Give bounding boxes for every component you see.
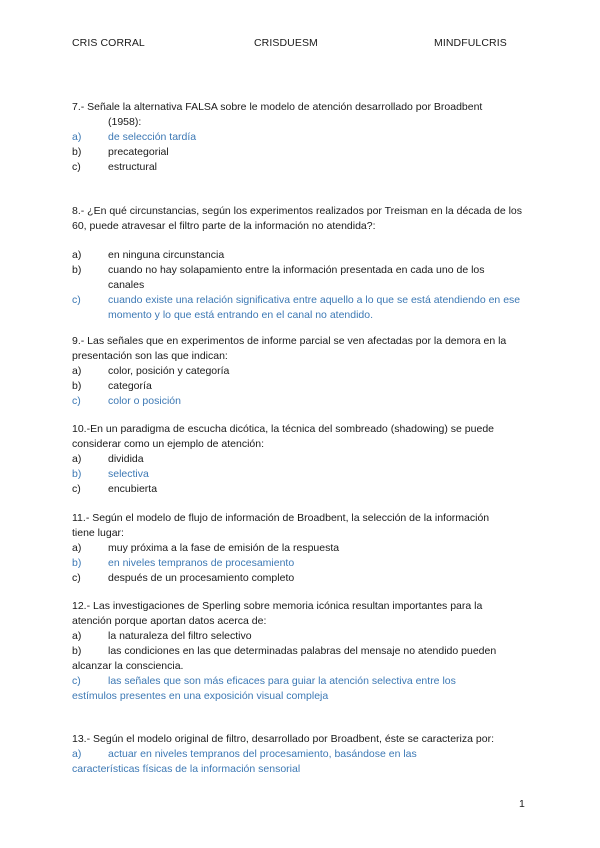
option-b [72, 556, 492, 571]
option-text: las señales que son más eficaces para guiar la atención selectiva entre los estímulos presentes en una exposición visual compleja [72, 675, 456, 702]
option-a [72, 452, 522, 467]
option-c [72, 160, 532, 175]
option-text: actuar en niveles tempranos del procesamiento, basándose en las características físicas de la información sensorial [72, 748, 417, 775]
question-text-continued: (1958): [108, 116, 142, 128]
option-letter: b) [72, 146, 82, 158]
option-letter: a) [72, 365, 82, 377]
question-text: 10.-En un paradigma de escucha dicótica, la técnica del sombreado (shadowing) se puede considerar como un ejemplo de atención: [72, 423, 495, 450]
option-text: la naturaleza del filtro selectivo [108, 630, 252, 642]
question-text: 9.- Las señales que en experimentos de informe parcial se ven afectadas por la demora en la presentación son las que indican: [72, 335, 507, 362]
option-text: selectiva [108, 468, 149, 480]
question-text: 12.- Las investigaciones de Sperling sobre memoria icónica resultan importantes para la atención porque aportan datos acerca de: [72, 600, 483, 627]
option-letter: b) [72, 468, 82, 480]
page-header [72, 37, 512, 51]
option-b [72, 263, 522, 293]
option-a [72, 541, 492, 556]
question-7 [72, 100, 532, 175]
question-text: 8.- ¿En qué circunstancias, según los experimentos realizados por Treisman en la década de los 60, puede atravesar el filtro parte de la información no atendida?: [72, 205, 522, 232]
option-c [72, 394, 522, 409]
question-text: 13.- Según el modelo original de filtro, desarrollado por Broadbent, éste se caracteriza por: [72, 733, 494, 745]
option-text: cuando no hay solapamiento entre la información presentada en cada uno de los canales [108, 264, 485, 291]
option-b [72, 145, 532, 160]
option-a [72, 248, 522, 263]
option-letter: c) [72, 161, 81, 173]
option-letter: a) [72, 131, 82, 143]
option-letter: a) [72, 748, 82, 760]
option-text: dividida [108, 453, 144, 465]
option-a [72, 130, 532, 145]
option-letter: b) [72, 645, 82, 657]
question-12 [72, 599, 502, 704]
option-letter: a) [72, 453, 82, 465]
page-number: 1 [519, 798, 525, 810]
option-b [72, 379, 522, 394]
option-text: las condiciones en las que determinadas palabras del mensaje no atendido pueden alcanzar la consciencia. [72, 645, 497, 672]
option-text: color, posición y categoría [108, 365, 230, 377]
option-letter: c) [72, 395, 81, 407]
option-letter: c) [72, 675, 81, 687]
option-c [72, 293, 522, 323]
option-letter: a) [72, 542, 82, 554]
option-text: estructural [108, 161, 158, 173]
option-c [72, 674, 502, 704]
option-letter: a) [72, 249, 82, 261]
option-b [72, 644, 502, 674]
option-text: precategorial [108, 146, 169, 158]
option-text: color o posición [108, 395, 181, 407]
header-center: CRISDUESM [254, 37, 318, 49]
option-c [72, 482, 522, 497]
option-a [72, 364, 522, 379]
option-letter: c) [72, 483, 81, 495]
option-letter: b) [72, 557, 82, 569]
question-8 [72, 204, 522, 323]
option-text: después de un procesamiento completo [108, 572, 295, 584]
header-right: MINDFULCRIS [434, 37, 507, 49]
option-letter: a) [72, 630, 82, 642]
question-10 [72, 422, 522, 497]
question-11 [72, 511, 492, 586]
question-9 [72, 334, 522, 409]
option-text: en ninguna circunstancia [108, 249, 225, 261]
option-a [72, 629, 502, 644]
question-13 [72, 732, 532, 777]
question-text: 7.- Señale la alternativa FALSA sobre le modelo de atención desarrollado por Broadbent [72, 101, 483, 113]
option-c [72, 571, 492, 586]
option-text: en niveles tempranos de procesamiento [108, 557, 295, 569]
option-letter: c) [72, 294, 81, 306]
header-left: CRIS CORRAL [72, 37, 145, 49]
option-text: cuando existe una relación significativa entre aquello a lo que se está atendiendo en ese momento y lo que está entrando en el canal no atendido. [108, 294, 521, 321]
option-text: de selección tardía [108, 131, 197, 143]
option-a [72, 747, 472, 777]
option-letter: c) [72, 572, 81, 584]
option-letter: b) [72, 380, 82, 392]
option-text: encubierta [108, 483, 158, 495]
option-text: categoría [108, 380, 152, 392]
option-text: muy próxima a la fase de emisión de la respuesta [108, 542, 340, 554]
option-b [72, 467, 522, 482]
option-letter: b) [72, 264, 82, 276]
question-text: 11.- Según el modelo de flujo de información de Broadbent, la selección de la información tiene lugar: [72, 512, 490, 539]
